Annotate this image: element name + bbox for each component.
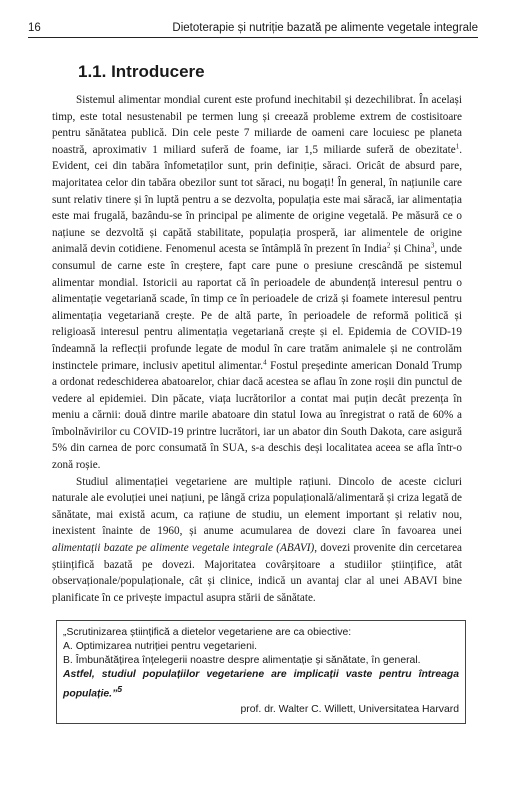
p2-text-b: , dovezi provenite din cercetarea științifică bazată pe dovezi. Majoritatea covârșitoare a studiilor științifice, atât observaționale/populaționale, cât și clinice, indică un avantaj clar al unei ABAVI bine planificate în ce privește impactul asupra stării de sănătate. <box>52 542 462 604</box>
page-number: 16 <box>28 22 41 34</box>
p2-emphasis: alimentații bazate pe alimente vegetale integrale (ABAVI) <box>52 542 315 555</box>
quote-closing-mark: ” <box>112 688 118 700</box>
quote-line-2: A. Optimizarea nutriției pentru vegetarieni. <box>63 641 258 652</box>
p1-text-a: Sistemul alimentar mondial curent este profund inechitabil și dezechilibrat. În același timp, este total nesustenabil pe termen lung și creează probleme extrem de costisitoare pentru sănătatea publică. Din cele peste 7 miliarde de oameni care locuiesc pe planeta noastră, aproximativ 1 miliard suferă de foame, iar 1,5 miliarde suferă de obezitate <box>52 94 462 156</box>
section-title: 1.1. Introducere <box>78 62 205 81</box>
paragraph-2 <box>52 474 462 607</box>
quote-author: prof. dr. Walter C. Willett, Universitatea Harvard <box>240 704 459 716</box>
body-text <box>52 92 462 606</box>
p1-text-b: . Evident, cei din tabăra înfometaților sunt, prin definiție, săraci. Oricât de absurd pare, majoritatea celor din tabăra obezilor sunt tot săraci, nu bogați! În general, în națiunile care sunt relativ tinere și în luptă pentru a se dezvolta, populația este mai săracă, iar alimentația este mai frugală, bazându-se în principal pe alimente de origine vegetală. Pe măsură ce o națiune se dezvoltă și capătă stabilitate, populația prosperă, iar alimentele de origine animală devin cotidiene. Fenomenul acesta se întâmplă în prezent în India <box>52 143 462 256</box>
footnote-ref-1[interactable]: 1 <box>455 142 460 151</box>
footnote-ref-4[interactable]: 4 <box>263 357 267 366</box>
p1-text-d: , unde consumul de carne este în creștere, fapt care pune o presiune crescândă pe sistemul alimentar mondial. Istoricii au raportat că în perioadele de abundență interesul pentru o alimentație vegetariană scade, în timp ce în perioadele de criză și foamete interesul pentru alimentația vegetariană crește. Pe de altă parte, în perioadele de reformă politică și religioasă interesul pentru alimentația vegetariană crește și el. Epidemia de COVID-19 îndeamnă la reflecții profunde legate de modul în care tratăm animalele și ne controlăm instinctele primare, inclusiv apetitul alimentar. <box>52 243 463 372</box>
quote-emphasis-text: Astfel, studiul populațiilor vegetariene are implicații vaste pentru întreaga populație. <box>63 669 459 700</box>
paragraph-1 <box>52 92 462 474</box>
running-title: Dietoterapie și nutriție bazată pe alimente vegetale integrale <box>172 22 478 34</box>
footnote-ref-3[interactable]: 3 <box>430 241 435 250</box>
p1-text-c: și China <box>390 243 431 256</box>
quote-line-3: B. Îmbunătățirea înțelegerii noastre despre alimentație și sănătate, în general. <box>63 655 421 666</box>
running-header <box>28 19 478 38</box>
footnote-ref-2[interactable]: 2 <box>386 241 391 250</box>
quote-line-1: „Scrutinizarea științifică a dietelor vegetariene are ca obiective: <box>63 627 352 638</box>
quote-box <box>56 620 466 724</box>
p1-text-e: Fostul președinte american Donald Trump a ordonat redeschiderea abatoarelor, chiar dacă acestea se aflau în zone roșii din punctul de vedere al epidemiei. Din păcate, viața lucrătorilor a contat mai puțin decât prezența în meniu a cărnii: două dintre marile abatoare din statul Iowa au înregistrat o rată de 60% a îmbolnăvirilor cu COVID-19 printre lucrători, iar un abator din South Dakota, care asigură 5% din carnea de porc consumată în SUA, s-a deschis deși localitatea aceea se afla într-o zonă roșie. <box>52 359 462 472</box>
p2-text-a: Studiul alimentației vegetariene are multiple rațiuni. Dincolo de aceste cicluri naturale ale evoluției unei națiuni, pe lângă criza populațională/alimentară și criza legată de sănătate, mai există acum, ca rațiune de studiu, un element important și relativ nou, inexistent înainte de 1960, și anume acumularea de dovezi clare în favoarea unei <box>52 475 462 538</box>
quote-emphasis <box>63 668 459 701</box>
footnote-ref-5[interactable]: 5 <box>117 684 123 694</box>
